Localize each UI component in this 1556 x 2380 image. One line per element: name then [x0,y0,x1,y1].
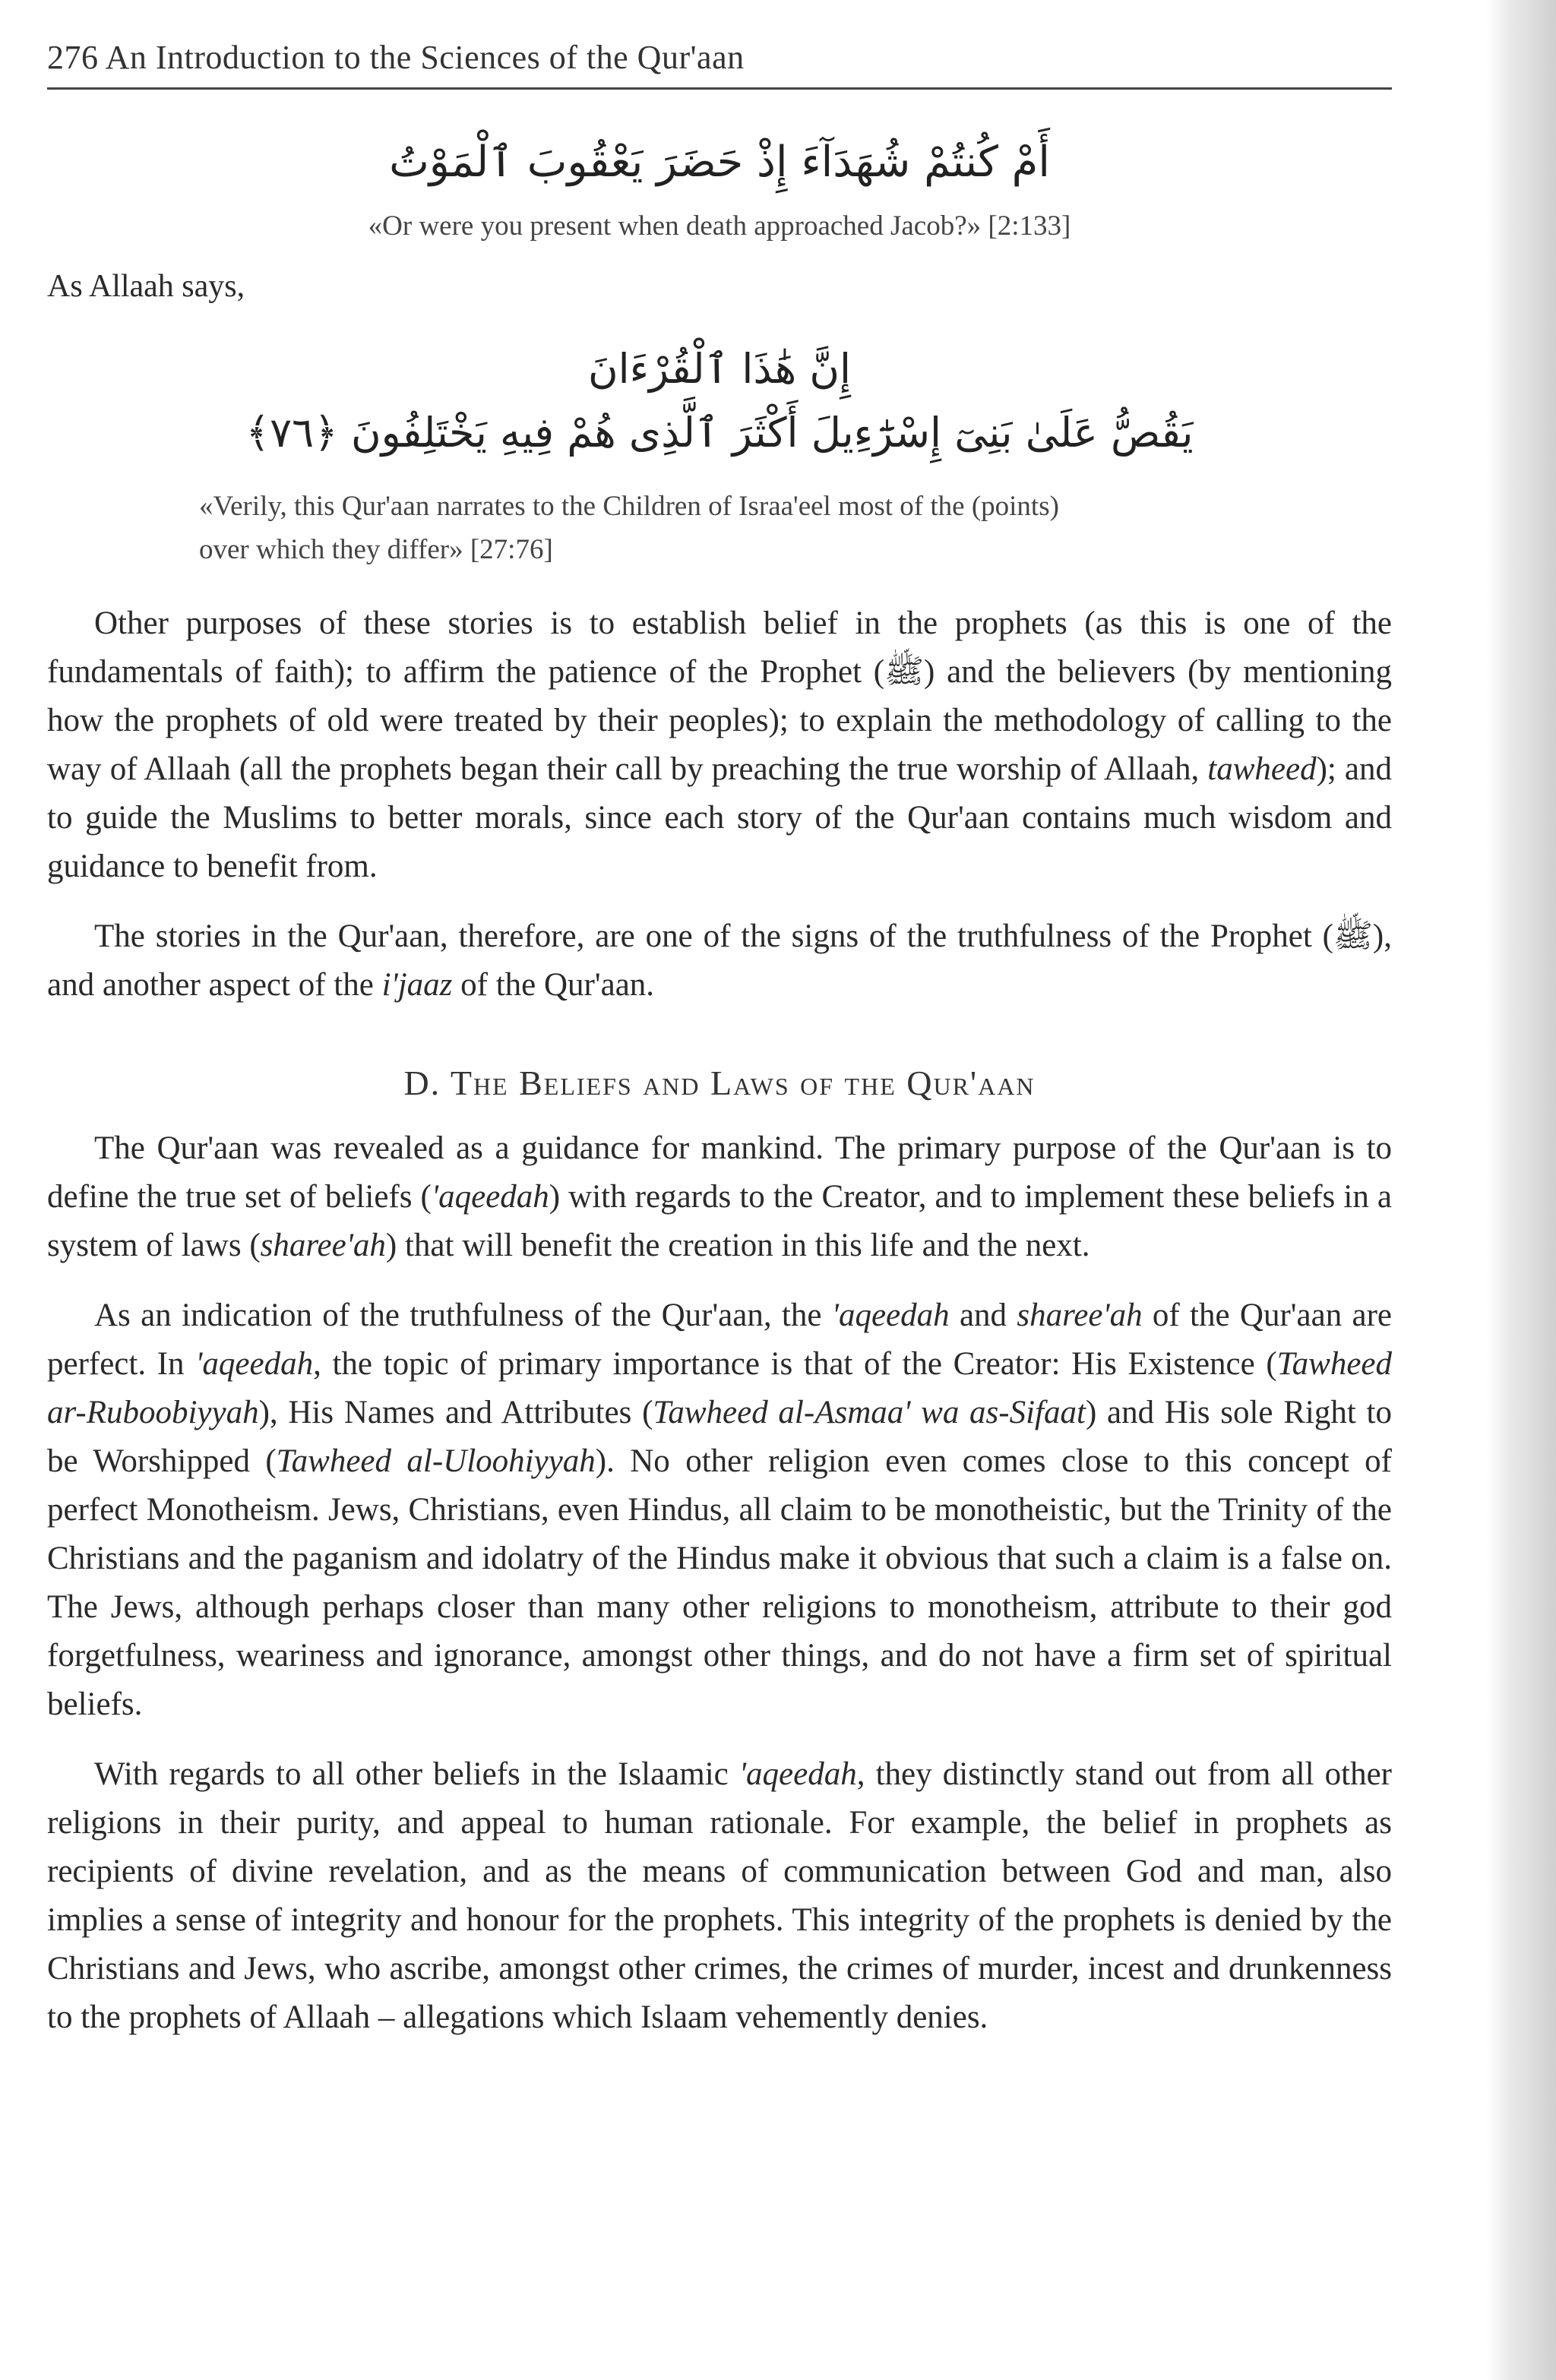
italic-term: Tawheed al-Asmaa' wa as-Sifaat [653,1394,1086,1430]
italic-term: Tawheed al-Uloohiyyah [276,1443,596,1479]
italic-term: 'aqeedah [195,1345,314,1382]
paragraph-beliefs: With regards to all other beliefs in the Islaamic 'aqeedah, they distinctly stand out from all other religions in their purity, and appeal to human rationale. For example, the belief in prophets as recipients of divine revelation, and as the means of communication between God and man, also implies a sense of integrity and honour for the prophets. This integrity of the prophets is denied by the Christians and Jews, who ascribe, amongst other crimes, the crimes of murder, incest and drunkenness to the prophets of Allaah – allegations which Islaam vehemently denies. [47,1756,1392,2035]
italic-term: tawheed [1207,751,1317,787]
running-header [47,38,1392,90]
italic-term: i'jaaz [381,966,453,1003]
paragraph-truthfulness: As an indication of the truthfulness of the Qur'aan, the 'aqeedah and sharee'ah of the Qur'aan are perfect. In 'aqeedah, the topic of primary importance is that of the Creator: His Existence (Tawheed ar-Ruboobiyyah), His Names and Attributes (Tawheed al-Asmaa' wa as-Sifaat) and His sole Right to be Worshipped (Tawheed al-Uloohiyyah). No other religion even comes close to this concept of perfect Monotheism. Jews, Christians, even Hindus, all claim to be monotheistic, but the Trinity of the Christians and the paganism and idolatry of the Hindus make it obvious that such a claim is a false on. The Jews, although perhaps closer than many other religions to monotheism, attribute to their god forgetfulness, weariness and ignorance, amongst other things, and do not have a firm set of spiritual beliefs. [47,1297,1392,1722]
italic-term: Tawheed ar-Ruboobiyyah [47,1345,1392,1430]
italic-term: 'aqeedah [831,1297,950,1333]
paragraph-stories: The stories in the Qur'aan, therefore, are one of the signs of the truthfulness of the Prophet (ﷺ), and another aspect of the i'jaaz of the Qur'aan. [47,918,1392,1003]
page-number: 276 [47,39,99,76]
italic-term: 'aqeedah [738,1756,857,1792]
quran-verse-arabic-line: يَقُصُّ عَلَىٰ بَنِىٓ إِسْرَٰٓءِيلَ أَكْثَرَ ٱلَّذِى هُمْ فِيهِ يَخْتَلِفُونَ ﴿٧٦﴾ [245,409,1194,457]
quran-verse-translation: «Or were you present when death approached Jacob?» [2:133] [368,210,1071,242]
italic-term: sharee'ah [1017,1297,1143,1333]
quran-verse-translation-block [199,485,1316,572]
quran-verse-arabic-line: إِنَّ هَٰذَا ٱلْقُرْءَانَ [587,345,852,394]
intro-text: As Allaah says, [47,268,245,304]
quran-verse-arabic-block [47,337,1392,464]
translation-line: over which they differ» [27:76] [199,534,553,566]
paragraph-purposes: Other purposes of these stories is to establish belief in the prophets (as this is one of the fundamentals of faith); to affirm the patience of the Prophet (ﷺ) and the believers (by mentioning how the prophets of old were treated by their peoples); to explain the methodology of calling to the way of Allaah (all the prophets began their call by preaching the true worship of Allaah, tawheed); and to guide the Muslims to better morals, since each story of the Qur'aan contains much wisdom and guidance to benefit from. [47,605,1392,884]
italic-term: sharee'ah [260,1227,386,1263]
page-edge-shadow [1486,0,1556,2380]
italic-term: 'aqeedah [431,1178,549,1215]
running-title: An Introduction to the Sciences of the Qur'aan [105,39,745,76]
paragraph-guidance: The Qur'aan was revealed as a guidance for mankind. The primary purpose of the Qur'aan is to define the true set of beliefs ('aqeedah) with regards to the Creator, and to implement these beliefs in a system of laws (sharee'ah) that will benefit the creation in this life and the next. [47,1130,1392,1263]
quran-verse-arabic: أَمْ كُنتُمْ شُهَدَآءَ إِذْ حَضَرَ يَعْقُوبَ ٱلْمَوْتُ [389,137,1050,187]
book-page [47,38,1392,2042]
translation-line: «Verily, this Qur'aan narrates to the Children of Israa'eel most of the (points) [199,490,1059,522]
section-heading: D. The Beliefs and Laws of the Qur'aan [403,1063,1036,1102]
